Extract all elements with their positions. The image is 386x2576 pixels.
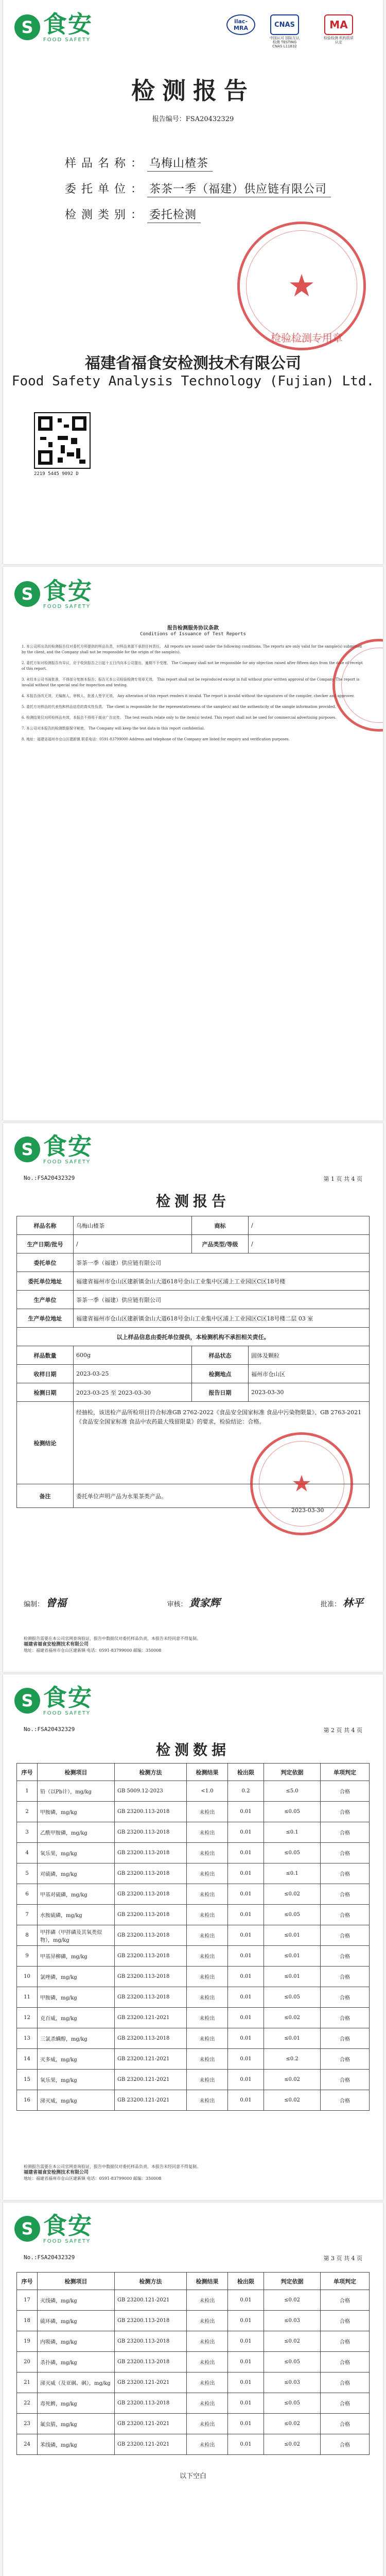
table-row	[17, 2290, 370, 2311]
table-cell: 8	[17, 1925, 38, 1946]
table-cell: GB 23200.121-2021	[115, 2049, 187, 2070]
table-cell: GB 23200.113-2018	[115, 1863, 187, 1884]
table-cell: 未检出	[187, 1967, 228, 1987]
org-name-cn: 福建省福食安检测技术有限公司	[85, 354, 301, 372]
page-indicator: 第 2 页 共 4 页	[323, 1727, 362, 1734]
table-cell: 氧乐果，mg/kg	[38, 2070, 115, 2090]
table-cell: 铅（以Pb计），mg/kg	[38, 1781, 115, 1802]
table-cell: 未检出	[187, 2290, 228, 2311]
page-footer: 检测报告需要在本公司官网查询验证，报告中数据仅对委托样品负责，本报告未经同意不得复制。 福建省福食安检测技术有限公司 地址：福建省福州市仓山区建新镇 电话：0591-83799000 邮编：350008	[24, 2164, 201, 2181]
table-cell: GB 23200.113-2018	[115, 2331, 187, 2352]
table-cell: ≤0.02	[264, 2434, 321, 2455]
table-cell: ≤0.2	[264, 2049, 321, 2070]
table-row	[17, 1328, 370, 1346]
food-safety-logo	[14, 11, 93, 43]
report-cover-page	[3, 0, 383, 564]
table-cell: GB 23200.113-2018	[115, 2311, 187, 2331]
table-cell: ≤0.05	[264, 1905, 321, 1925]
food-safety-logo	[14, 2213, 93, 2244]
seal-star-icon: ★	[288, 268, 315, 304]
logo-cn-text: 食安	[43, 1132, 93, 1160]
cnas-badge: CNAS 中国认可 国际互认 检测 TESTING CNAS L11832	[268, 14, 301, 45]
table-cell: 合格	[321, 1781, 370, 1802]
section-title: 检测报告	[155, 1193, 230, 1210]
notice-paragraph: 6. 检测结果仅对所检样品有效，本报告不得用于商业广告宣传。 The test results relate only to the item(s) tested. This report shall not be used for commercial advertising purposes.	[22, 716, 337, 720]
table-cell: 未检出	[187, 2352, 228, 2372]
logo-cn-text: 食安	[43, 10, 93, 38]
verification-qr-code[interactable]	[34, 412, 91, 469]
table-cell: 合格	[321, 2434, 370, 2455]
table-row	[17, 2028, 370, 2049]
table-cell: 6	[17, 1884, 38, 1905]
table-cell: 0.01	[228, 1987, 264, 2008]
table-cell: 14	[17, 2049, 38, 2070]
table-cell: 0.01	[228, 1905, 264, 1925]
table-cell: ≤0.03	[264, 2311, 321, 2331]
table-cell: 16	[17, 2090, 38, 2111]
table-row	[17, 1843, 370, 1863]
table-cell: ≤0.01	[264, 1946, 321, 1967]
table-cell: 0.01	[228, 1802, 264, 1822]
report-number: No.:FSA20432329	[24, 1726, 75, 1733]
table-cell: 3	[17, 1822, 38, 1843]
table-cell: 涕灭威，mg/kg	[38, 2090, 115, 2111]
table-cell: 0.01	[228, 2290, 264, 2311]
table-cell: 氧乐果，mg/kg	[38, 1843, 115, 1863]
table-cell: 9	[17, 1946, 38, 1967]
table-cell: 0.2	[228, 1781, 264, 1802]
notice-paragraph: 5. 委托方对样品的代表性和样品信息的真实性负责。 The client is responsible for the representativeness of the sample(s) and the authenticity of the sample information provided.	[22, 705, 336, 709]
table-cell: 灭线磷，mg/kg	[38, 2290, 115, 2311]
table-row	[17, 1987, 370, 2008]
table-row	[17, 2311, 370, 2331]
notice-title-en: Conditions of Issuance of Test Reports	[140, 632, 246, 637]
table-cell: 合格	[321, 2352, 370, 2372]
logo-mark-icon: S	[14, 2216, 40, 2242]
table-row	[17, 1781, 370, 1802]
table-row	[17, 2049, 370, 2070]
table-cell: 合格	[321, 1884, 370, 1905]
table-cell: GB 23200.113-2018	[115, 1843, 187, 1863]
table-cell: 水胺硫磷，mg/kg	[38, 1905, 115, 1925]
ilac-mra-badge: ilac-MRA	[224, 14, 257, 45]
table-cell: 合格	[321, 1987, 370, 2008]
test-data-page-1	[3, 1674, 383, 2200]
table-cell: 未检出	[187, 1905, 228, 1925]
table-cell: 合格	[321, 2331, 370, 2352]
remark-text: 委托单位声明产品为水果茶类产品。	[74, 1484, 370, 1508]
table-cell: 未检出	[187, 1925, 228, 1946]
table-cell: 合格	[321, 1905, 370, 1925]
table-row: 样品名称 乌梅山楂茶 商标 /	[17, 1216, 370, 1235]
seal-star-icon: ★	[291, 1470, 312, 1497]
logo-cn-text: 食安	[43, 2212, 93, 2240]
table-cell: 乙酰甲胺磷，mg/kg	[38, 1822, 115, 1843]
logo-cn-text: 食安	[43, 577, 93, 605]
compiler-signature: 编制： 曾福	[24, 1597, 67, 1609]
table-cell: 合格	[321, 2414, 370, 2434]
table-cell: GB 23200.113-2018	[115, 1884, 187, 1905]
table-cell: 对硫磷，mg/kg	[38, 1863, 115, 1884]
logo-en-text: FOOD SAFETY	[43, 1710, 91, 1716]
food-safety-logo	[14, 1133, 93, 1165]
provided-info-divider: 以上样品信息由委托单位提供，本检测机构不承担相关责任。	[17, 1328, 370, 1346]
table-cell: 合格	[321, 2008, 370, 2028]
client-row: 委托单位： 茶茶一季（福建）供应链有限公司	[65, 180, 331, 196]
table-row: 委托单位 茶茶一季（福建）供应链有限公司	[17, 1253, 370, 1272]
signature-row	[24, 1595, 363, 1609]
table-cell: 0.01	[228, 1822, 264, 1843]
table-cell: GB 23200.121-2021	[115, 2008, 187, 2028]
notice-paragraph: 3. 未经本公司书面批准，不得部分复制本报告；报告无本公司检验检测专用章无效。 This report shall not be reproduced except in full without prior written approval of the Company. The report is invalid without the special seal for inspection and testing.	[22, 677, 360, 687]
table-cell: 合格	[321, 2372, 370, 2393]
table-cell: ≤0.03	[264, 2372, 321, 2393]
sample-name-row: 样品名称： 乌梅山楂茶	[65, 155, 213, 171]
table-cell: 0.01	[228, 2070, 264, 2090]
table-cell: 内吸磷，mg/kg	[38, 2331, 115, 2352]
table-cell: GB 23200.113-2018	[115, 1925, 187, 1946]
table-cell: 18	[17, 2311, 38, 2331]
table-cell: 0.01	[228, 1884, 264, 1905]
table-row	[17, 2393, 370, 2414]
logo-en-text: FOOD SAFETY	[43, 37, 91, 43]
table-cell: 三氯杀螨醇，mg/kg	[38, 2028, 115, 2049]
table-cell: 合格	[321, 1863, 370, 1884]
table-cell: ≤0.02	[264, 2414, 321, 2434]
table-row: 样品数量 600g 样品状态 固体及颗粒	[17, 1346, 370, 1365]
table-cell: 未检出	[187, 1843, 228, 1863]
table-cell: ≤0.1	[264, 1863, 321, 1884]
table-cell: 12	[17, 2008, 38, 2028]
table-cell: GB 23200.113-2018	[115, 1905, 187, 1925]
table-cell: GB 23200.113-2018	[115, 1822, 187, 1843]
logo-mark-icon: S	[14, 1688, 40, 1714]
table-row	[17, 1802, 370, 1822]
table-cell: 0.01	[228, 2393, 264, 2414]
table-cell: ≤0.01	[264, 2028, 321, 2049]
table-cell: 0.01	[228, 1967, 264, 1987]
table-cell: 甲胺磷，mg/kg	[38, 1987, 115, 2008]
table-cell: 甲基对硫磷，mg/kg	[38, 1884, 115, 1905]
table-cell: 未检出	[187, 1863, 228, 1884]
table-cell: 0.01	[228, 2028, 264, 2049]
notice-terms	[22, 644, 366, 748]
table-row: 生产单位 茶茶一季（福建）供应链有限公司	[17, 1291, 370, 1309]
table-cell: 合格	[321, 1822, 370, 1843]
table-cell: 未检出	[187, 2311, 228, 2331]
seal-text: 检验检测专用章	[271, 332, 343, 344]
table-cell: 0.01	[228, 2414, 264, 2434]
table-cell: GB 23200.121-2021	[115, 2434, 187, 2455]
table-cell: 合格	[321, 1802, 370, 1822]
table-cell: GB 23200.121-2021	[115, 2090, 187, 2111]
conclusion-text: 经抽检，该送检产品所检项目符合标准GB 2762-2022《食品安全国家标准 食品中污染物限量》、GB 2763-2021《食品安全国家标准 食品中农药最大残留限量》的要求，检验结论：合格。	[74, 1402, 370, 1484]
table-row	[17, 1884, 370, 1905]
table-end-note: 以下空白	[179, 2472, 206, 2480]
table-row: 收样日期 2023-03-25 检测地点 福州市仓山区	[17, 1365, 370, 1383]
notice-paragraph: 7. 本公司对本报告的检测数据保守秘密。 The Company will keep the test data in this report confidential.	[22, 726, 205, 731]
table-cell: 24	[17, 2434, 38, 2455]
test-results-table	[16, 1763, 370, 2111]
table-cell: 0.01	[228, 1863, 264, 1884]
logo-mark-icon: S	[14, 14, 40, 40]
table-cell: ≤0.05	[264, 1802, 321, 1822]
table-cell: 苯线磷，mg/kg	[38, 2434, 115, 2455]
table-cell: 21	[17, 2372, 38, 2393]
table-cell: 合格	[321, 2028, 370, 2049]
logo-mark-icon: S	[14, 581, 40, 607]
table-row	[17, 2090, 370, 2111]
table-cell: 0.01	[228, 2331, 264, 2352]
table-cell: ≤0.02	[264, 2008, 321, 2028]
report-number: No.:FSA20432329	[24, 2254, 75, 2261]
notice-paragraph: 8. 地址：福建省福州市仓山区建新镇 联系电话：0591-83799000 Address and telephone of the Company are listed for enquiry and verification purposes.	[22, 737, 290, 741]
table-cell: 甲胺磷，mg/kg	[38, 1802, 115, 1822]
page-indicator: 第 3 页 共 4 页	[323, 2255, 362, 2262]
table-cell: 未检出	[187, 2070, 228, 2090]
table-cell: 15	[17, 2070, 38, 2090]
table-row	[17, 2372, 370, 2393]
table-cell: 合格	[321, 2311, 370, 2331]
table-cell: 10	[17, 1967, 38, 1987]
table-cell: 毒死蜱，mg/kg	[38, 2393, 115, 2414]
table-row	[17, 2008, 370, 2028]
table-cell: 合格	[321, 2070, 370, 2090]
table-cell: 23	[17, 2414, 38, 2434]
table-cell: 硫环磷，mg/kg	[38, 2311, 115, 2331]
table-cell: 未检出	[187, 2331, 228, 2352]
notice-paragraph: 1. 本公司所出具的检测报告仅对委托方所提供的样品负责，对样品来源不承担任何责任。 All reports are issued under the following conditions. The reports are only valid for the sample(s) submitted by the client, and the Company shall not be responsible for the origin of the sample(s).	[22, 645, 362, 654]
table-cell: 未检出	[187, 1946, 228, 1967]
table-row	[17, 1905, 370, 1925]
official-seal-stamp	[250, 1432, 353, 1535]
notice-title: 报告检测服务协议条款	[167, 625, 219, 631]
table-cell: 0.01	[228, 2090, 264, 2111]
table-cell: GB 23200.113-2018	[115, 1987, 187, 2008]
table-cell: ≤0.02	[264, 2290, 321, 2311]
table-cell: 未检出	[187, 2028, 228, 2049]
food-safety-logo	[14, 578, 93, 609]
approver-signature: 批准： 林平	[320, 1597, 363, 1609]
report-title: 检测报告	[131, 77, 255, 105]
table-cell: 合格	[321, 1967, 370, 1987]
table-row	[17, 2352, 370, 2372]
section-title: 检测数据	[155, 1741, 230, 1758]
table-cell: 合格	[321, 1925, 370, 1946]
table-row	[17, 2434, 370, 2455]
table-cell: 合格	[321, 2290, 370, 2311]
page-indicator: 第 1 页 共 4 页	[323, 1176, 362, 1182]
report-number: 报告编号：FSA20432329	[152, 115, 234, 123]
table-cell: ≤0.01	[264, 1925, 321, 1946]
table-row	[17, 1863, 370, 1884]
table-header-row: 序号 检测项目 检测方法 检测结果 检出限 判定依据 单项判定	[17, 2273, 370, 2290]
table-cell: ≤5.0	[264, 1781, 321, 1802]
table-cell: 22	[17, 2393, 38, 2414]
table-cell: 4	[17, 1843, 38, 1863]
table-cell: 11	[17, 1987, 38, 2008]
checker-signature: 审核： 黄家辉	[167, 1597, 220, 1609]
test-results-table	[16, 2272, 370, 2455]
table-cell: 未检出	[187, 2372, 228, 2393]
table-cell: 13	[17, 2028, 38, 2049]
table-cell: 未检出	[187, 2008, 228, 2028]
logo-en-text: FOOD SAFETY	[43, 1159, 91, 1165]
table-cell: GB 23200.121-2021	[115, 2070, 187, 2090]
table-cell: 合格	[321, 2090, 370, 2111]
table-cell: GB 23200.121-2021	[115, 2290, 187, 2311]
table-cell: 0.01	[228, 2049, 264, 2070]
table-cell: 0.01	[228, 1946, 264, 1967]
table-cell: 0.01	[228, 2311, 264, 2331]
table-cell: <1.0	[187, 1781, 228, 1802]
table-row: 生产日期/批号 / 产品类型/等级 /	[17, 1235, 370, 1253]
table-cell: 氟虫腈，mg/kg	[38, 2414, 115, 2434]
table-cell: 17	[17, 2290, 38, 2311]
table-cell: 0.01	[228, 1843, 264, 1863]
table-cell: 杀扑磷，mg/kg	[38, 2352, 115, 2372]
table-cell: GB 23200.113-2018	[115, 1967, 187, 1987]
table-cell: 2	[17, 1802, 38, 1822]
table-cell: 1	[17, 1781, 38, 1802]
table-cell: 涕灭威（及亚砜、砜），mg/kg	[38, 2372, 115, 2393]
logo-en-text: FOOD SAFETY	[43, 2239, 91, 2244]
table-cell: 克百威，mg/kg	[38, 2008, 115, 2028]
table-header-row: 序号 检测项目 检测方法 检测结果 检出限 判定依据 单项判定	[17, 1764, 370, 1781]
notice-paragraph: 2. 委托方如对检测报告有异议，应于收到报告之日起十五日内向本公司提出，逾期不予受理。 The Company shall not be responsible for any objection raised after fifteen days from the date of receipt of this report.	[22, 661, 363, 671]
table-cell: 氯唑磷，mg/kg	[38, 1967, 115, 1987]
seal-date: 2023-03-30	[291, 1507, 324, 1514]
table-row	[17, 2331, 370, 2352]
table-row: 生产单位地址 福建省福州市仓山区建新镇金山大道618号金山工业集中区浦上工业园区C区18号楼二层 03 室	[17, 1309, 370, 1328]
remark-label: 备注	[17, 1484, 74, 1508]
table-cell: GB 23200.113-2018	[115, 2393, 187, 2414]
table-cell: 甲基异柳磷，mg/kg	[38, 1946, 115, 1967]
table-cell: 未检出	[187, 1884, 228, 1905]
table-cell: GB 23200.121-2021	[115, 2414, 187, 2434]
table-cell: 未检出	[187, 2414, 228, 2434]
table-cell: ≤0.02	[264, 2331, 321, 2352]
table-cell: GB 5009.12-2023	[115, 1781, 187, 1802]
table-row	[17, 1822, 370, 1843]
food-safety-logo	[14, 1685, 93, 1716]
table-row	[17, 1967, 370, 1987]
table-row	[17, 2414, 370, 2434]
table-cell: GB 23200.113-2018	[115, 1946, 187, 1967]
table-cell: 合格	[321, 1946, 370, 1967]
report-number: No.:FSA20432329	[24, 1175, 75, 1181]
table-cell: 灭多威，mg/kg	[38, 2049, 115, 2070]
table-cell: 0.01	[228, 1925, 264, 1946]
table-cell: 未检出	[187, 2090, 228, 2111]
logo-mark-icon: S	[14, 1137, 40, 1162]
logo-en-text: FOOD SAFETY	[43, 604, 91, 609]
table-cell: ≤0.05	[264, 1843, 321, 1863]
table-cell: ≤0.02	[264, 1884, 321, 1905]
table-cell: 0.01	[228, 2352, 264, 2372]
table-cell: 20	[17, 2352, 38, 2372]
table-cell: ≤0.05	[264, 2393, 321, 2414]
table-cell: ≤0.1	[264, 1822, 321, 1843]
table-cell: GB 23200.121-2021	[115, 2372, 187, 2393]
table-cell: 甲拌磷（甲拌磷及其氧类似物），mg/kg	[38, 1925, 115, 1946]
table-cell: 19	[17, 2331, 38, 2352]
table-cell: 合格	[321, 1843, 370, 1863]
table-row	[17, 1925, 370, 1946]
table-cell: 未检出	[187, 2434, 228, 2455]
cma-badge: MA 检验检测 机构资质认定	[322, 14, 355, 45]
table-cell: ≤0.02	[264, 2090, 321, 2111]
page-footer: 检测报告需要在本公司官网查询验证，报告中数据仅对委托样品负责，本报告未经同意不得复制。 福建省福食安检测技术有限公司 地址：福建省福州市仓山区建新镇 电话：0591-83799000 邮编：350008	[24, 1636, 201, 1653]
qr-caption: 2219 5445 9092 D	[34, 471, 79, 477]
table-cell: 5	[17, 1863, 38, 1884]
table-cell: GB 23200.113-2018	[115, 2352, 187, 2372]
org-name-en: Food Safety Analysis Technology (Fujian) Ltd.	[11, 374, 375, 389]
table-row	[17, 2070, 370, 2090]
table-cell: ≤0.02	[264, 2070, 321, 2090]
table-row	[17, 1946, 370, 1967]
table-cell: 合格	[321, 2393, 370, 2414]
table-cell: ≤0.05	[264, 2352, 321, 2372]
logo-cn-text: 食安	[43, 1684, 93, 1711]
notice-paragraph: 4. 本报告涂改无效，无编制人、审核人、批准人签字无效。 Any alteration of this report renders it invalid. The report is invalid without the signatures of the compiler, checker and approver.	[22, 694, 355, 698]
conclusion-label: 检测结论	[17, 1402, 74, 1484]
test-data-page-2	[3, 2202, 383, 2576]
table-cell: 未检出	[187, 1987, 228, 2008]
table-cell: 7	[17, 1905, 38, 1925]
report-info-page	[3, 1123, 383, 1672]
table-cell: ≤0.05	[264, 1987, 321, 2008]
table-cell: 合格	[321, 2049, 370, 2070]
test-type-row: 检测类别： 委托检测	[65, 206, 201, 222]
table-cell: 未检出	[187, 1822, 228, 1843]
table-cell: GB 23200.113-2018	[115, 2028, 187, 2049]
table-cell: 未检出	[187, 1802, 228, 1822]
report-notice-page	[3, 567, 383, 1121]
table-cell: ≤0.01	[264, 1967, 321, 1987]
table-row: 检测日期 2023-03-25 至 2023-03-30 报告日期 2023-03-30	[17, 1383, 370, 1402]
table-cell: 未检出	[187, 2393, 228, 2414]
table-cell: 0.01	[228, 2008, 264, 2028]
table-cell: GB 23200.113-2018	[115, 1802, 187, 1822]
table-row: 委托单位地址 福建省福州市仓山区建新镇金山大道618号金山工业集中区浦上工业园区C区18号楼	[17, 1272, 370, 1291]
table-cell: 未检出	[187, 2049, 228, 2070]
table-cell: 0.01	[228, 2434, 264, 2455]
table-cell: 0.01	[228, 2372, 264, 2393]
